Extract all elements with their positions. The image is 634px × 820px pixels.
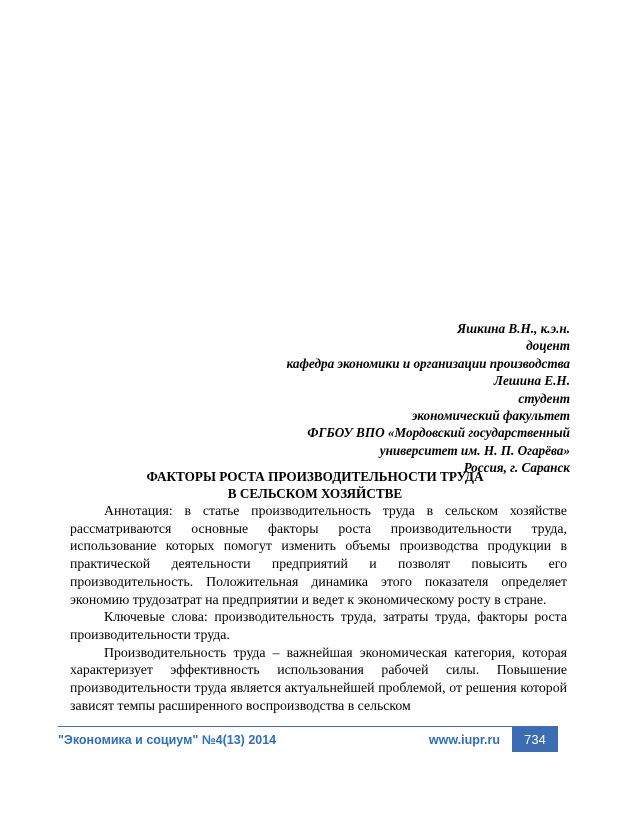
journal-name: "Экономика и социум" №4(13) 2014 [58,733,277,747]
author-1-department: кафедра экономики и организации производства [286,355,570,371]
author-2-name: Лешина Е.Н. [493,373,570,389]
body-paragraph: Производительность труда – важнейшая экономическая категория, которая характеризует эффективность использования рабочей силы. Повышение производительности труда является актуальнейшей проблемой, от решения которой зависят темпы расширенного воспроизводства в сельском [70,644,567,713]
location: Россия, г. Саранск [463,460,570,476]
article-title-line-2: В СЕЛЬСКОМ ХОЗЯЙСТВЕ [227,485,403,501]
author-block [60,320,570,477]
author-1-name: Яшкина В.Н., к.э.н. [457,321,570,336]
author-2-position: студент [518,390,570,406]
article-title [60,469,570,502]
article-title-line-1: ФАКТОРЫ РОСТА ПРОИЗВОДИТЕЛЬНОСТИ ТРУДА [146,469,484,484]
author-2-faculty: экономический факультет [411,408,570,424]
website-link[interactable]: www.iupr.ru [428,733,500,747]
university-line-2: университет им. Н. П. Огарёва» [379,442,570,458]
annotation-paragraph: Аннотация: в статье производительность труда в сельском хозяйстве рассматриваются основные факторы роста производительности труда, использование которых помогут изменить объемы производства продукции в практической деятельности предприятий и позволят повысить его производительность. Положительная динамика этого показателя определяет экономию трудозатрат на предприятии и ведет к экономическому росту в стране. [70,503,567,607]
page-footer [58,726,558,753]
article-body [70,502,567,714]
university-line-1: ФГБОУ ВПО «Мордовский государственный [307,425,570,441]
page-number: 734 [512,727,558,752]
author-1-position: доцент [526,338,570,354]
keywords-paragraph: Ключевые слова: производительность труда, затраты труда, факторы роста производительности труда. [70,609,567,642]
